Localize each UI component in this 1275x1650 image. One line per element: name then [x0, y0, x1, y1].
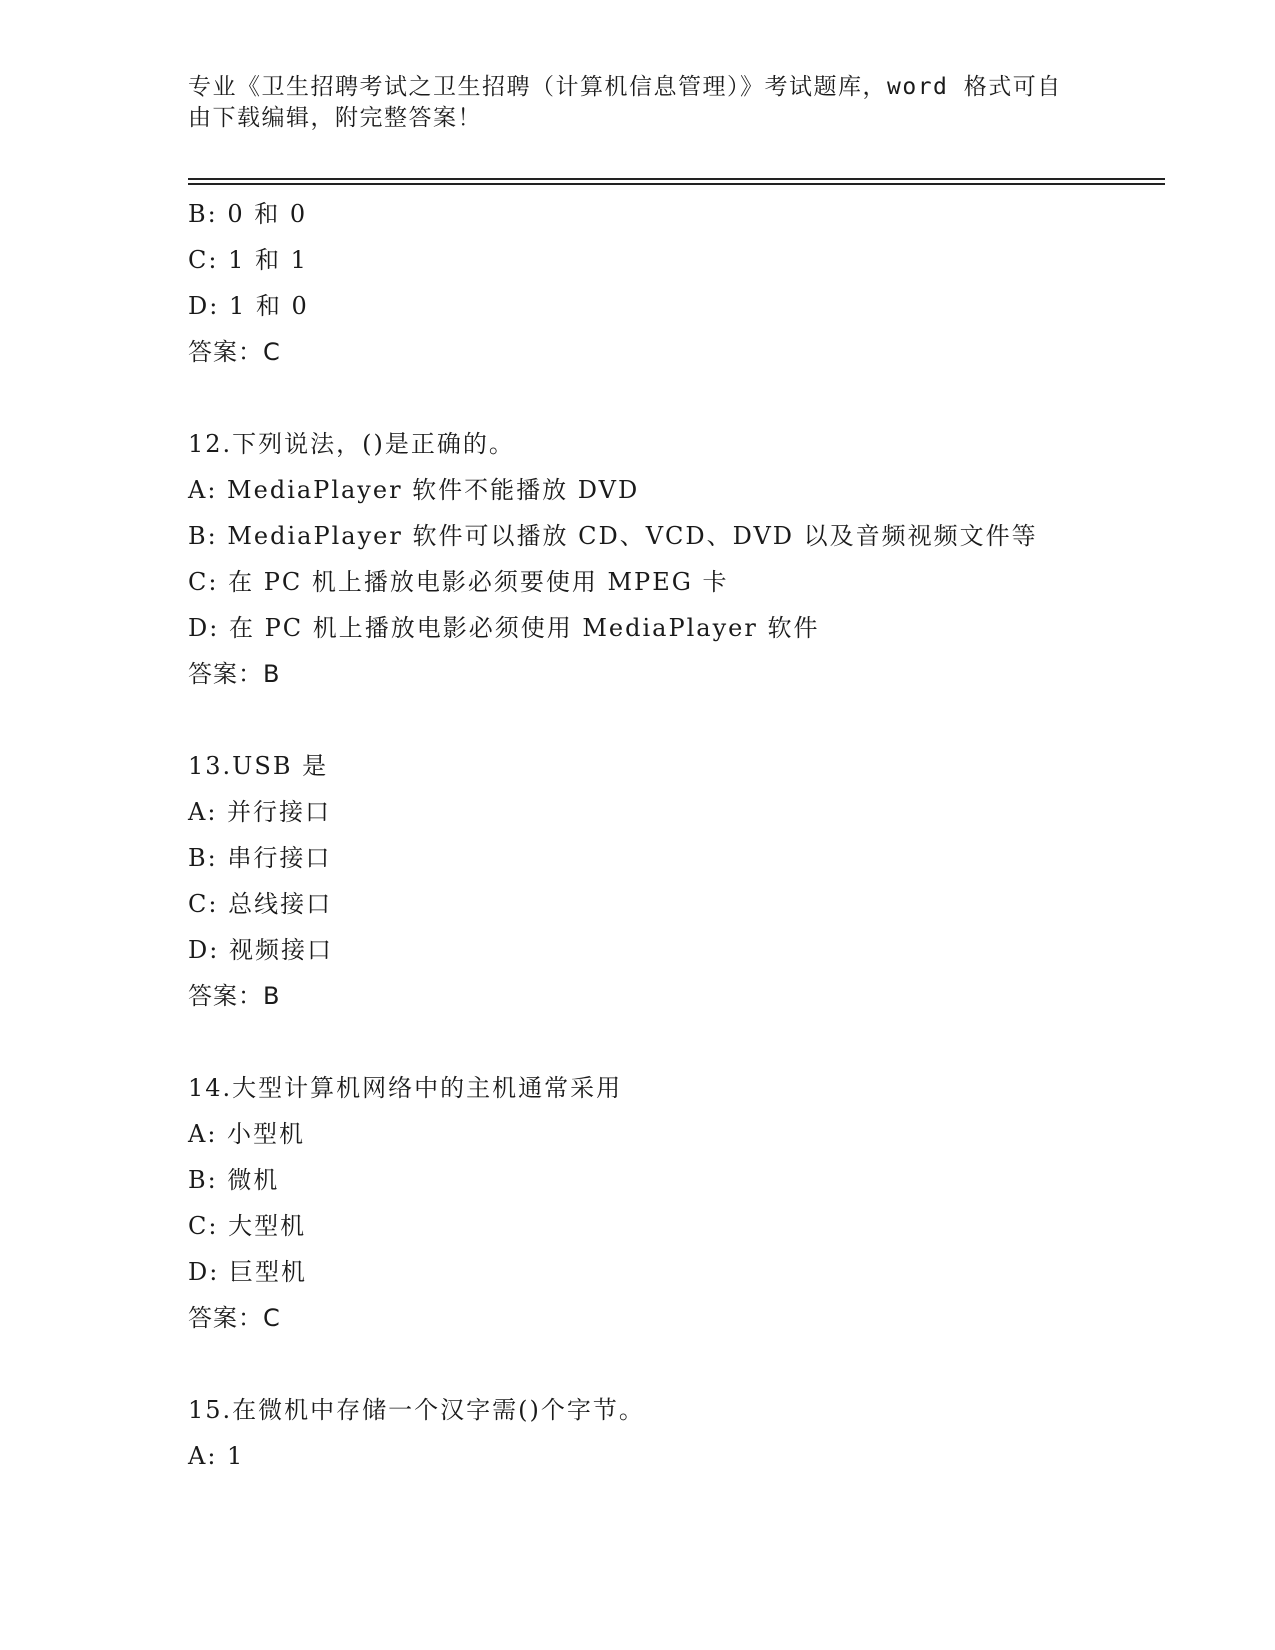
- answer-line: 答案：B: [188, 660, 281, 688]
- question-text: 13.USB 是: [188, 752, 329, 780]
- question-12: [188, 421, 1168, 697]
- question-11: [188, 191, 1168, 375]
- option-b: B: 串行接口: [188, 844, 332, 872]
- option-d: D: 视频接口: [188, 936, 333, 964]
- spacer: [188, 1019, 1168, 1065]
- question-text: 15.在微机中存储一个汉字需()个字节。: [188, 1396, 645, 1424]
- option-b: B: 微机: [188, 1166, 280, 1194]
- option-c: C: 总线接口: [188, 890, 333, 918]
- option-b: B: MediaPlayer 软件可以播放 CD、VCD、DVD 以及音频视频文件等: [188, 522, 1038, 550]
- option-a: A: 并行接口: [188, 798, 332, 826]
- document-header: [188, 72, 1068, 134]
- question-text: 12.下列说法，()是正确的。: [188, 430, 515, 458]
- spacer: [188, 697, 1168, 743]
- header-divider-bottom: [188, 183, 1165, 185]
- spacer: [188, 375, 1168, 421]
- option-b: B: 0 和 0: [188, 200, 308, 228]
- option-d: D: 1 和 0: [188, 292, 309, 320]
- question-14: [188, 1065, 1168, 1341]
- question-text: 14.大型计算机网络中的主机通常采用: [188, 1074, 623, 1102]
- option-d: D: 在 PC 机上播放电影必须使用 MediaPlayer 软件: [188, 614, 820, 642]
- option-a: A: 小型机: [188, 1120, 306, 1148]
- option-a: A: 1: [188, 1442, 245, 1470]
- header-divider-top: [188, 178, 1165, 180]
- header-line-1: 专业《卫生招聘考试之卫生招聘（计算机信息管理）》考试题库，word 格式可自: [188, 74, 1062, 100]
- question-13: [188, 743, 1168, 1019]
- answer-line: 答案：B: [188, 982, 281, 1010]
- option-c: C: 在 PC 机上播放电影必须要使用 MPEG 卡: [188, 568, 729, 596]
- answer-line: 答案：C: [188, 338, 281, 366]
- spacer: [188, 1341, 1168, 1387]
- answer-line: 答案：C: [188, 1304, 281, 1332]
- question-15: [188, 1387, 1168, 1479]
- question-list: [188, 191, 1168, 1479]
- option-c: C: 大型机: [188, 1212, 307, 1240]
- option-c: C: 1 和 1: [188, 246, 308, 274]
- option-a: A: MediaPlayer 软件不能播放 DVD: [188, 476, 640, 504]
- option-d: D: 巨型机: [188, 1258, 307, 1286]
- header-line-2: 由下载编辑，附完整答案！: [188, 105, 482, 131]
